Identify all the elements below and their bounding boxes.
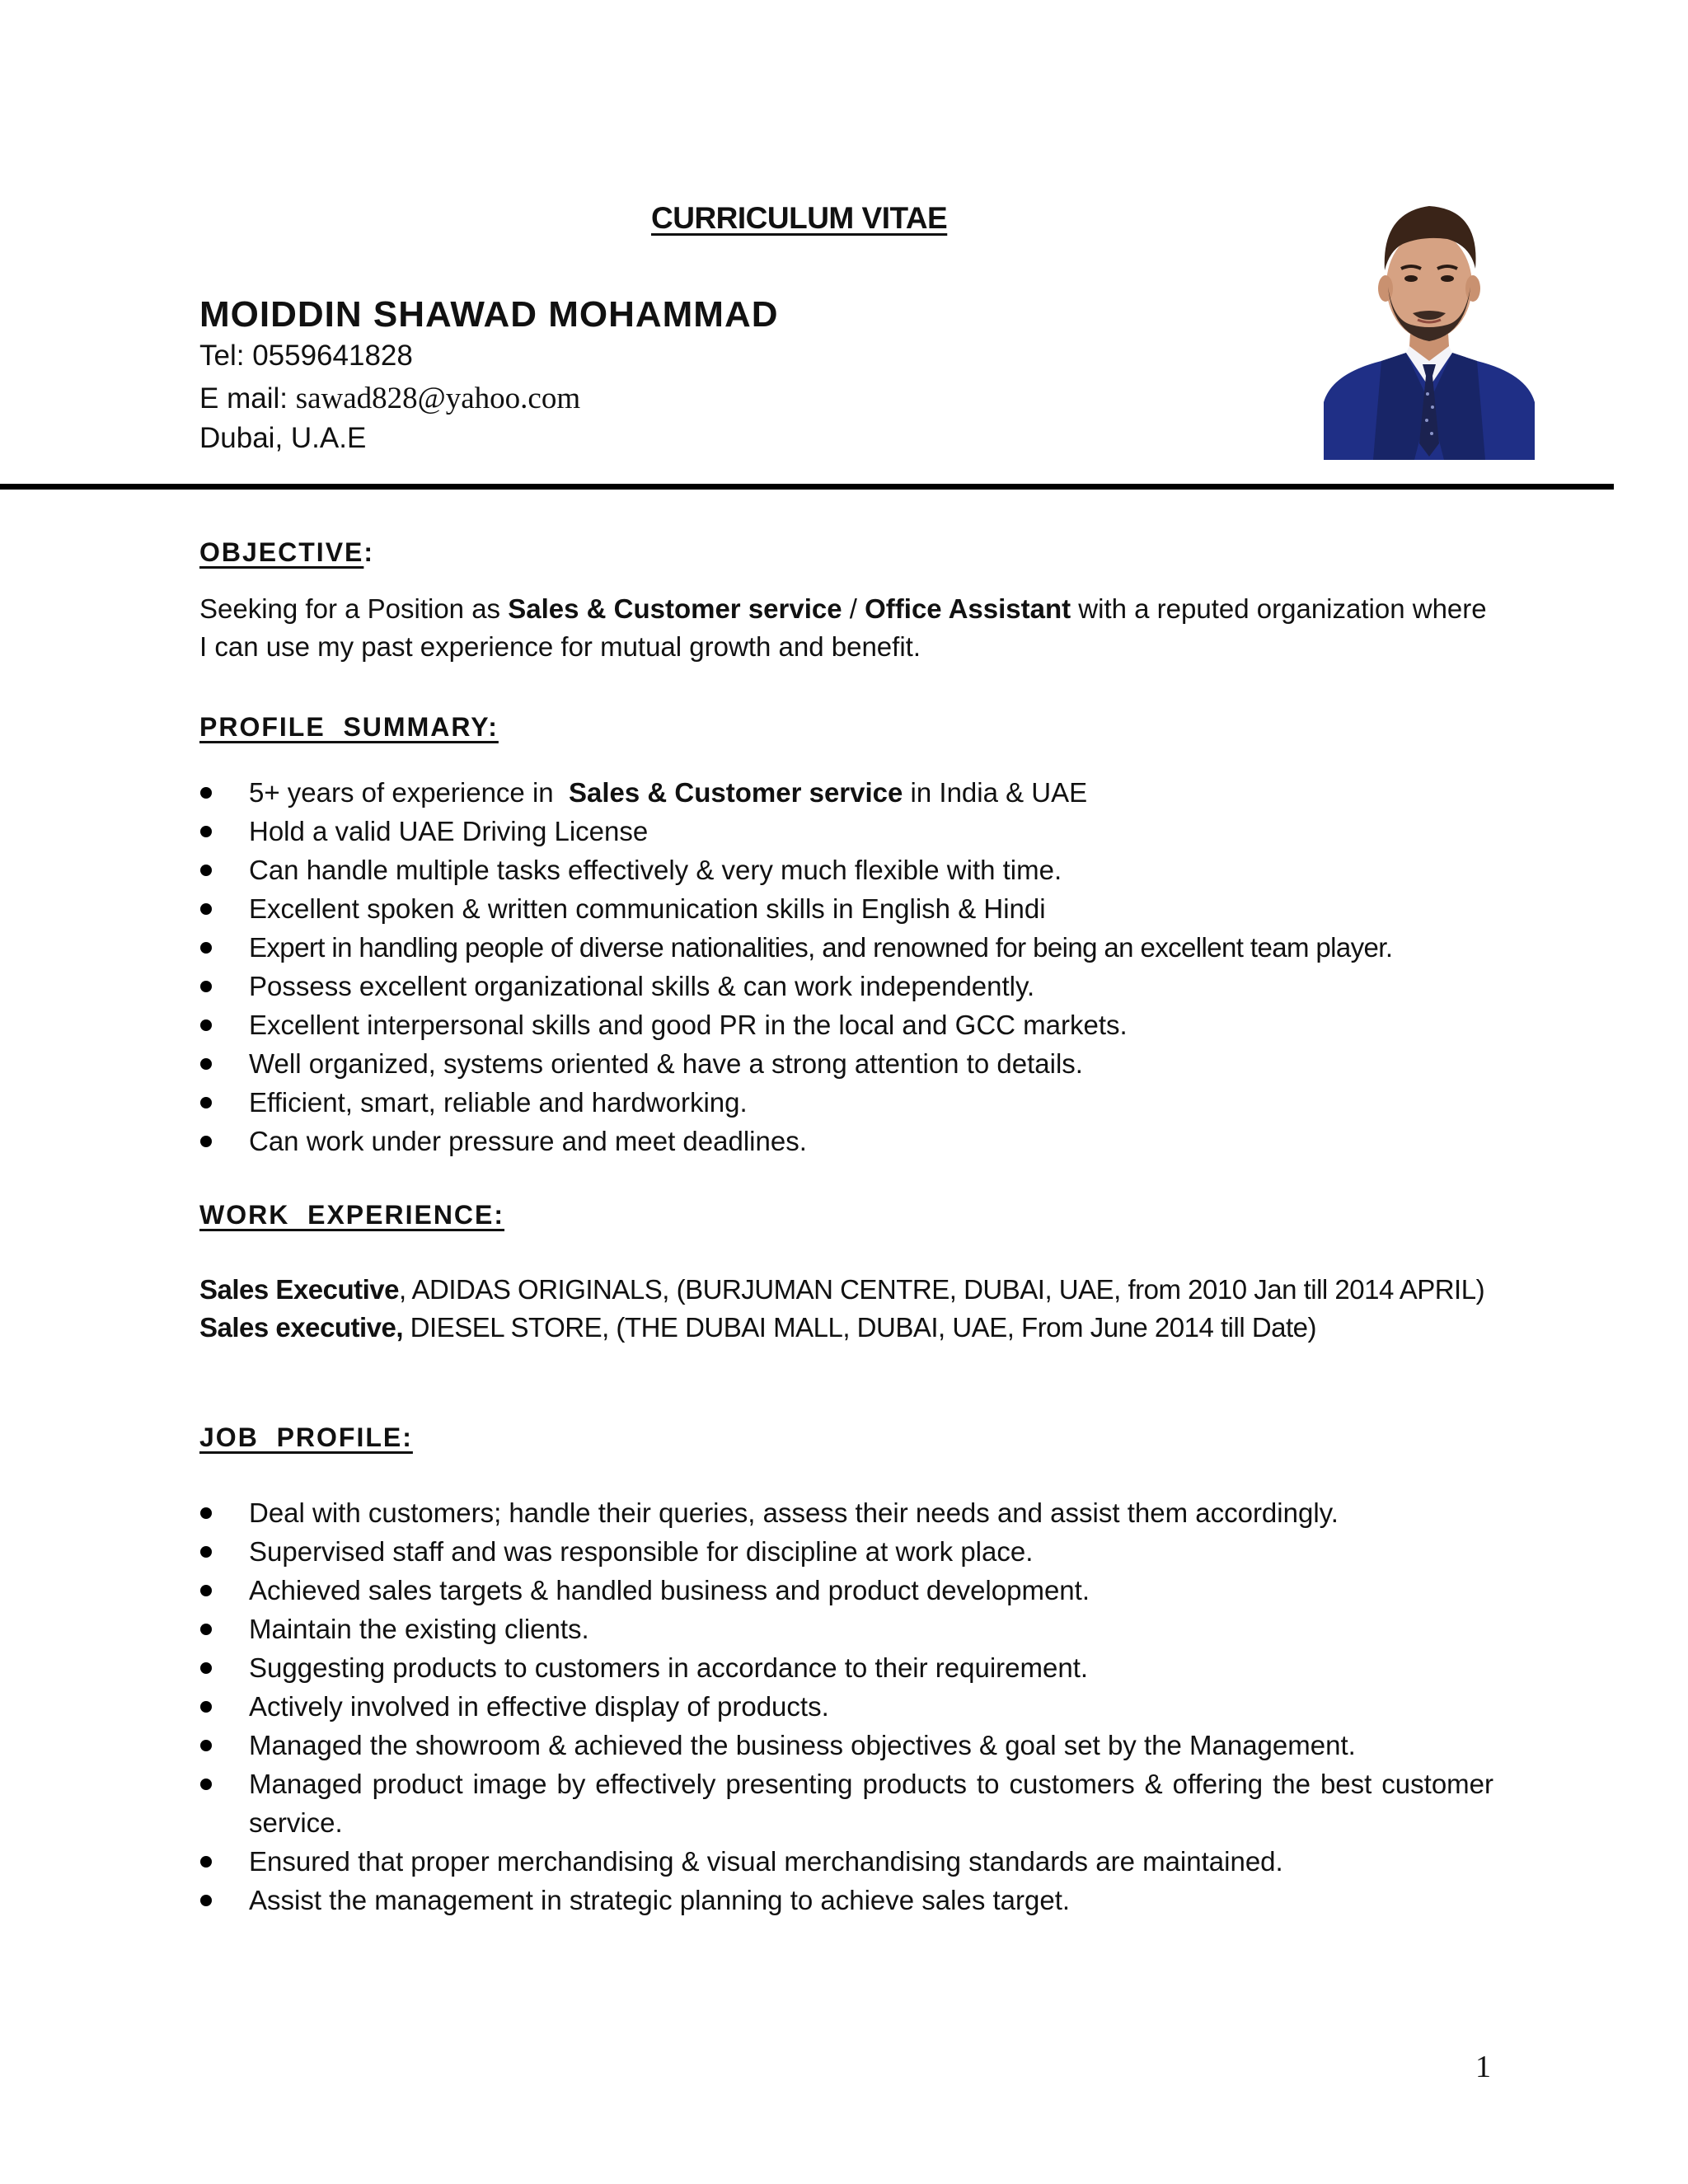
bullet-icon xyxy=(200,1856,212,1868)
list-item-text: Suggesting products to customers in accordance to their requirement. xyxy=(249,1652,1089,1683)
bullet-icon xyxy=(200,1136,212,1147)
list-item-text: Assist the management in strategic planning to achieve sales target. xyxy=(249,1885,1071,1915)
list-item-text: Managed product image by effectively presenting products to customers & offering the best customer service. xyxy=(249,1769,1493,1838)
list-item xyxy=(199,967,1493,1005)
list-item-text: Actively involved in effective display of products. xyxy=(249,1691,829,1722)
list-item-text: Can handle multiple tasks effectively & very much flexible with time. xyxy=(249,855,1062,885)
list-item xyxy=(199,1687,1493,1726)
list-item-text: Expert in handling people of diverse nationalities, and renowned for being an excellent team player. xyxy=(249,932,1393,963)
list-item-bold: Sales & Customer service xyxy=(568,777,903,808)
email-address: sawad828@yahoo.com xyxy=(295,382,581,415)
list-item-text: 5+ years of experience in xyxy=(249,777,569,808)
list-item xyxy=(199,773,1493,812)
candidate-name: MOIDDIN SHAWAD MOHAMMAD xyxy=(199,294,779,335)
job-details: DIESEL STORE, (THE DUBAI MALL, DUBAI, UAE, From June 2014 till Date) xyxy=(403,1312,1317,1343)
bullet-icon xyxy=(200,1895,212,1906)
page-number: 1 xyxy=(1475,2050,1491,2084)
objective-text-part: / xyxy=(842,593,865,624)
header-divider xyxy=(0,484,1614,490)
list-item xyxy=(199,1005,1493,1044)
list-item xyxy=(199,1765,1493,1842)
bullet-icon xyxy=(200,1585,212,1596)
list-item xyxy=(199,1881,1493,1919)
profile-photo xyxy=(1324,196,1535,460)
bullet-icon xyxy=(200,1779,212,1790)
bullet-icon xyxy=(200,1546,212,1558)
bullet-icon xyxy=(200,1058,212,1070)
job-profile-heading: JOB PROFILE: xyxy=(199,1422,413,1452)
bullet-icon xyxy=(200,826,212,837)
list-item xyxy=(199,928,1493,967)
list-item-text: Excellent spoken & written communication skills in English & Hindi xyxy=(249,893,1046,924)
list-item-text: Excellent interpersonal skills and good PR in the local and GCC markets. xyxy=(249,1010,1128,1040)
list-item xyxy=(199,1842,1493,1881)
objective-text xyxy=(199,590,1493,666)
list-item xyxy=(199,1122,1493,1160)
bullet-icon xyxy=(200,1740,212,1751)
bullet-icon xyxy=(200,981,212,992)
list-item-text: Possess excellent organizational skills & can work independently. xyxy=(249,971,1035,1001)
job-profile-list xyxy=(199,1493,1493,1919)
list-item-text: Supervised staff and was responsible for discipline at work place. xyxy=(249,1536,1034,1567)
job-details: , ADIDAS ORIGINALS, (BURJUMAN CENTRE, DUBAI, UAE, from 2010 Jan till 2014 APRIL) xyxy=(399,1274,1485,1305)
list-item xyxy=(199,1648,1493,1687)
list-item-text: Achieved sales targets & handled business and product development. xyxy=(249,1575,1090,1605)
list-item xyxy=(199,889,1493,928)
list-item xyxy=(199,1610,1493,1648)
list-item-text: Can work under pressure and meet deadlines. xyxy=(249,1126,807,1156)
list-item-text: Managed the showroom & achieved the business objectives & goal set by the Management. xyxy=(249,1730,1356,1760)
list-item-text: Hold a valid UAE Driving License xyxy=(249,816,649,846)
objective-heading xyxy=(199,537,374,568)
objective-bold-role: Office Assistant xyxy=(865,593,1071,624)
profile-summary-list xyxy=(199,773,1493,1160)
list-item-text: Deal with customers; handle their queries, assess their needs and assist them accordingly. xyxy=(249,1497,1339,1528)
list-item xyxy=(199,1493,1493,1532)
profile-summary-heading: PROFILE SUMMARY: xyxy=(199,712,499,742)
job-title: Sales executive, xyxy=(199,1312,404,1343)
objective-text-part: with a reputed organization where I can use my past experience for mutual growth and benefit. xyxy=(199,593,1487,662)
phone-number: Tel: 0559641828 xyxy=(199,340,413,372)
email-line xyxy=(199,381,580,416)
list-item xyxy=(199,1083,1493,1122)
bullet-icon xyxy=(200,1701,212,1713)
job-title: Sales Executive xyxy=(199,1274,399,1305)
list-item xyxy=(199,1044,1493,1083)
list-item-text: Well organized, systems oriented & have a strong attention to details. xyxy=(249,1048,1083,1079)
bullet-icon xyxy=(200,1507,212,1519)
list-item xyxy=(199,851,1493,889)
work-experience-heading: WORK EXPERIENCE: xyxy=(199,1200,505,1230)
list-item-text: Maintain the existing clients. xyxy=(249,1614,589,1644)
document-title: CURRICULUM VITAE xyxy=(651,201,948,235)
job-entry xyxy=(199,1271,1493,1309)
objective-heading-text: OBJECTIVE xyxy=(199,537,364,567)
list-item xyxy=(199,812,1493,851)
objective-heading-colon: : xyxy=(363,537,375,567)
job-entry xyxy=(199,1309,1493,1347)
list-item xyxy=(199,1726,1493,1765)
bullet-icon xyxy=(200,787,212,799)
bullet-icon xyxy=(200,942,212,954)
list-item-text: Efficient, smart, reliable and hardworking. xyxy=(249,1087,748,1118)
bullet-icon xyxy=(200,1097,212,1108)
bullet-icon xyxy=(200,1662,212,1674)
list-item-text: in India & UAE xyxy=(903,777,1088,808)
list-item xyxy=(199,1532,1493,1571)
bullet-icon xyxy=(200,903,212,915)
location: Dubai, U.A.E xyxy=(199,422,367,454)
email-label: E mail: xyxy=(199,382,296,415)
bullet-icon xyxy=(200,865,212,876)
list-item xyxy=(199,1571,1493,1610)
objective-bold-role: Sales & Customer service xyxy=(508,593,842,624)
objective-text-part: Seeking for a Position as xyxy=(199,593,509,624)
bullet-icon xyxy=(200,1019,212,1031)
bullet-icon xyxy=(200,1624,212,1635)
list-item-text: Ensured that proper merchandising & visual merchandising standards are maintained. xyxy=(249,1846,1283,1877)
